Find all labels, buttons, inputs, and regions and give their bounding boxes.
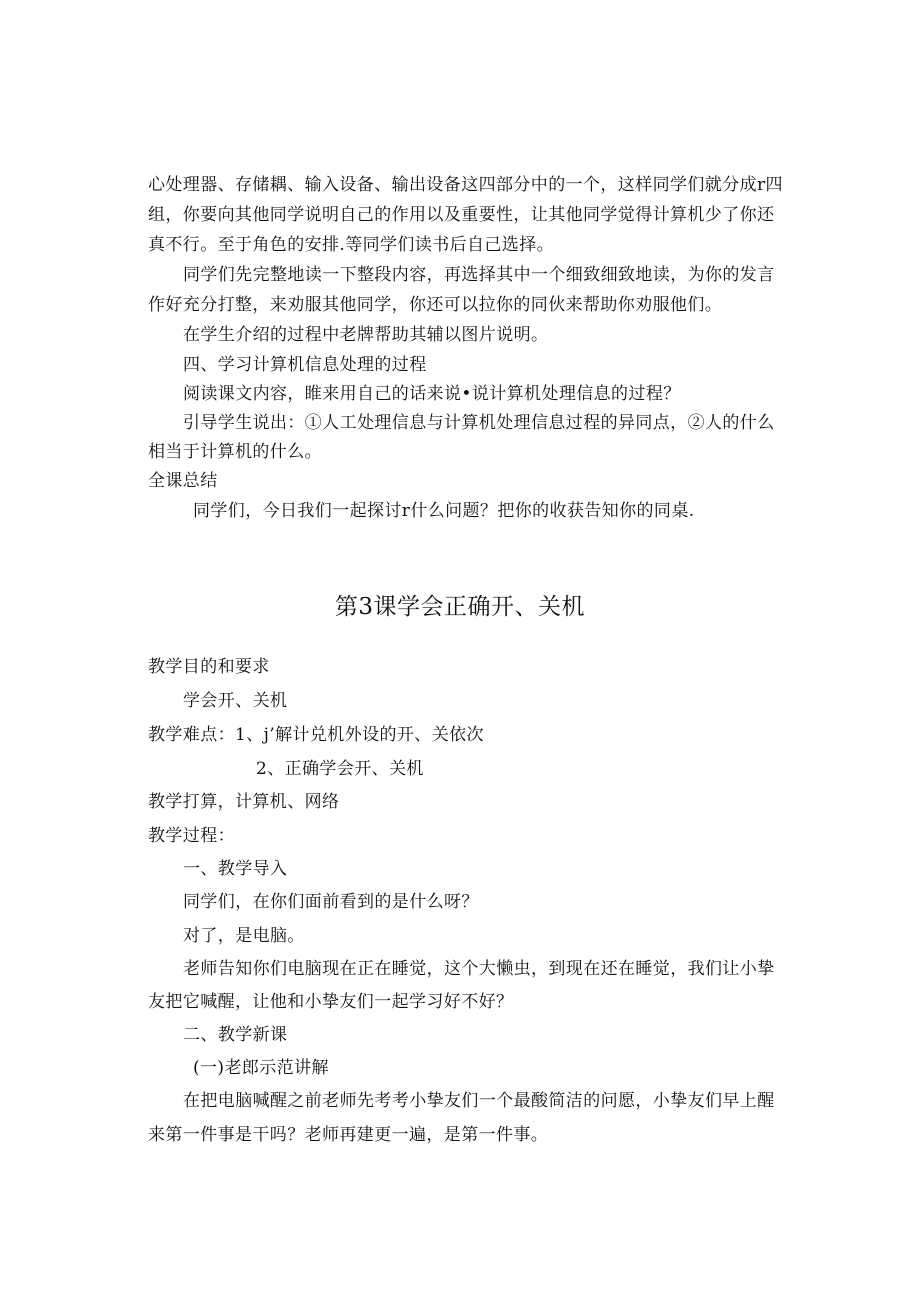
section-heading: 二、教学新课 [183,1025,288,1045]
section-heading: 教学目的和要求 [148,657,270,677]
paragraph-line: 引导学生说出：①人工处理信息与计算机处理信息过程的异同点，②人的什么 [183,413,775,433]
paragraph-line: 阅读课文内容，睢来用自己的话来说•说计算机处理信息的过程？ [183,384,681,404]
paragraph-line: 教学难点：1、j’解计兑机外设的开、关依次 [148,725,484,745]
paragraph-line: 作好充分打整，来劝服其他同学，你还可以拉你的同伙来帮助你劝服他们。 [148,295,723,315]
paragraph-line: 组，你要向其他同学说明自己的作用以及重要性，让其他同学觉得计算机少了你还 [148,205,775,225]
paragraph-line: 在学生介绍的过程中老牌帮助其辅以图片说明。 [183,325,549,345]
paragraph-line: 同学们，今日我们一起探讨r什么问题？把你的收获告知你的同桌. [193,501,695,521]
paragraph-line: 来第一件事是干吗？老师再建更一遍，是第一件事。 [148,1125,549,1145]
section-heading: 全课总结 [148,471,218,491]
section-heading: 一、教学导入 [183,859,288,879]
paragraph-line: 老师告知你们电脑现在正在睡觉，这个大懒虫，到现在还在睡觉，我们让小挚 [183,959,775,979]
paragraph-line: 对了，是电脑。 [183,926,305,946]
paragraph-line: 同学们，在你们面前看到的是什么呀？ [183,892,479,912]
paragraph-line: 2、正确学会开、关机 [256,759,424,779]
subsection-heading: (一)老郎示范讲解 [193,1058,329,1078]
paragraph-line: 真不行。至于角色的安排.等同学们读书后自己选择。 [148,235,555,255]
paragraph-line: 友把它喊醒，让他和小挚友们一起学习好不好？ [148,992,514,1012]
section-heading: 四、学习计算机信息处理的过程 [183,355,427,375]
paragraph-line: 教学打算，计算机、网络 [148,792,340,812]
paragraph-line: 学会开、关机 [183,691,288,711]
paragraph-line: 心处理器、存储耦、输入设备、输出设备这四部分中的一个，这样同学们就分成r四 [148,175,783,195]
lesson-title: 第3课学会正确开、关机 [334,594,586,620]
paragraph-line: 在把电脑喊醒之前老师先考考小挚友们一个最酸简洁的问愿，小挚友们早上醒 [183,1091,775,1111]
section-heading: 教学过程： [148,826,235,846]
paragraph-line: 同学们先完整地读一下整段内容，再选择其中一个细致细致地读，为你的发言 [183,265,775,285]
paragraph-line: 相当于计算机的什么。 [148,442,322,462]
